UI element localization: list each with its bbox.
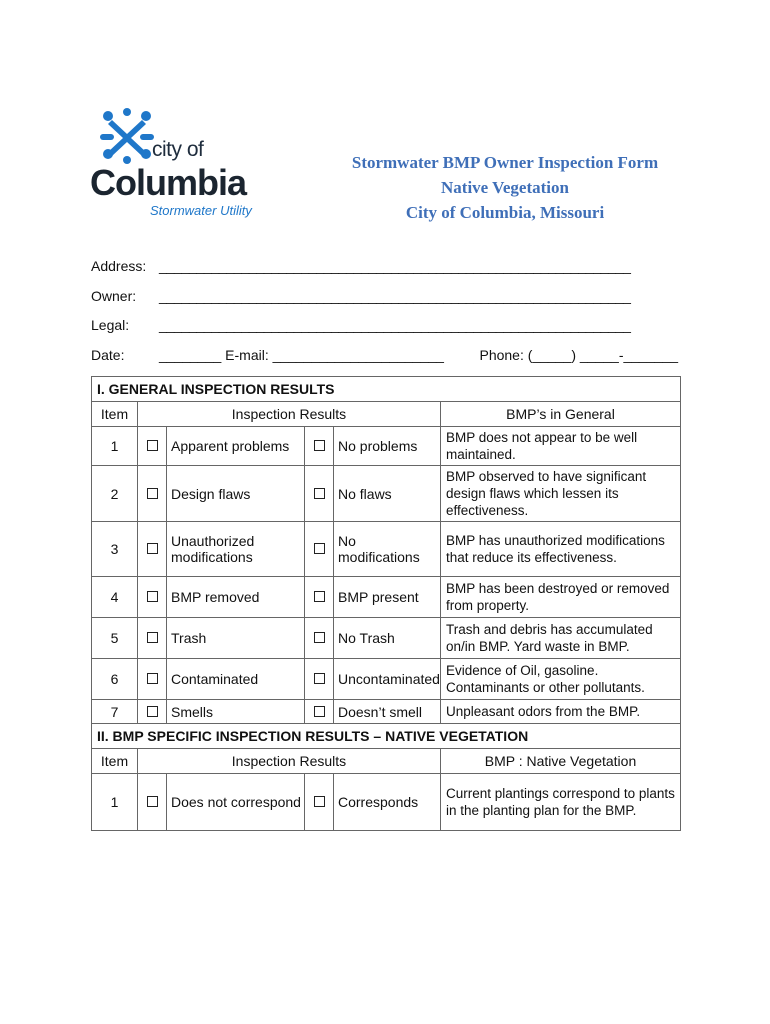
checkbox-icon [314, 673, 325, 684]
problem-checkbox[interactable] [138, 618, 167, 659]
ok-label: Doesn’t smell [334, 700, 441, 724]
ok-checkbox[interactable] [305, 774, 334, 831]
item-number: 5 [92, 618, 138, 659]
ok-label: Uncontaminated [334, 659, 441, 700]
table-row [92, 466, 681, 522]
owner-label: Owner: [91, 287, 137, 304]
item-number: 1 [92, 774, 138, 831]
legal-row [91, 317, 681, 347]
problem-label: Unauthorized modifications [167, 522, 305, 577]
table-row [92, 659, 681, 700]
problem-checkbox[interactable] [138, 774, 167, 831]
table-row [92, 577, 681, 618]
form-title [320, 150, 690, 225]
inspection-table [91, 376, 681, 831]
item-number: 7 [92, 700, 138, 724]
checkbox-icon [147, 673, 158, 684]
item-number: 4 [92, 577, 138, 618]
checkbox-icon [147, 632, 158, 643]
ok-label: No flaws [334, 466, 441, 522]
address-row [91, 258, 681, 288]
ok-label: No problems [334, 427, 441, 466]
table-row [92, 774, 681, 831]
problem-checkbox[interactable] [138, 700, 167, 724]
columbia-logo-icon [98, 108, 158, 166]
table-row [92, 618, 681, 659]
ok-label: No Trash [334, 618, 441, 659]
checkbox-icon [147, 440, 158, 451]
problem-checkbox[interactable] [138, 522, 167, 577]
table-row [92, 427, 681, 466]
checkbox-icon [147, 706, 158, 717]
title-line-2: Native Vegetation [441, 178, 569, 197]
ok-checkbox[interactable] [305, 466, 334, 522]
item-number: 3 [92, 522, 138, 577]
item-number: 1 [92, 427, 138, 466]
ok-checkbox[interactable] [305, 577, 334, 618]
section1-col-results: Inspection Results [138, 402, 441, 427]
row-description: Unpleasant odors from the BMP. [440, 700, 680, 724]
owner-fields [91, 258, 681, 376]
problem-checkbox[interactable] [138, 466, 167, 522]
problem-checkbox[interactable] [138, 427, 167, 466]
address-field[interactable]: _______________________________________________________________ [159, 258, 631, 274]
row-description: Current plantings correspond to plants in the planting plan for the BMP. [440, 774, 680, 831]
table-row [92, 700, 681, 724]
checkbox-icon [147, 488, 158, 499]
ok-checkbox[interactable] [305, 522, 334, 577]
section1-col-general: BMP’s in General [440, 402, 680, 427]
problem-label: Design flaws [167, 466, 305, 522]
phone-field[interactable]: Phone: (_____) _____-_______ [479, 346, 678, 363]
section2-col-item: Item [92, 749, 138, 774]
checkbox-icon [147, 543, 158, 554]
owner-row [91, 288, 681, 318]
problem-checkbox[interactable] [138, 659, 167, 700]
checkbox-icon [314, 440, 325, 451]
ok-checkbox[interactable] [305, 618, 334, 659]
ok-label: BMP present [334, 577, 441, 618]
logo-name: Columbia [90, 162, 247, 203]
problem-label: Smells [167, 700, 305, 724]
city-logo [90, 108, 290, 223]
checkbox-icon [147, 796, 158, 807]
legal-field[interactable]: _______________________________________________________________ [159, 317, 631, 333]
ok-label: Corresponds [334, 774, 441, 831]
checkbox-icon [314, 591, 325, 602]
item-number: 2 [92, 466, 138, 522]
date-row [91, 347, 681, 377]
row-description: BMP observed to have significant design flaws which lessen its effectiveness. [440, 466, 680, 522]
problem-label: Trash [167, 618, 305, 659]
checkbox-icon [314, 796, 325, 807]
checkbox-icon [314, 706, 325, 717]
row-description: Evidence of Oil, gasoline. Contaminants or other pollutants. [440, 659, 680, 700]
row-description: BMP does not appear to be well maintained. [440, 427, 680, 466]
section1-col-item: Item [92, 402, 138, 427]
address-label: Address: [91, 258, 147, 274]
owner-field[interactable]: _______________________________________________________________ [159, 287, 631, 304]
problem-label: Apparent problems [167, 427, 305, 466]
row-description: BMP has been destroyed or removed from property. [440, 577, 680, 618]
section2-col-results: Inspection Results [138, 749, 441, 774]
section2-col-specific: BMP : Native Vegetation [440, 749, 680, 774]
problem-label: Contaminated [167, 659, 305, 700]
checkbox-icon [314, 488, 325, 499]
title-line-3: City of Columbia, Missouri [405, 203, 605, 222]
title-line-1: Stormwater BMP Owner Inspection Form [351, 153, 659, 172]
ok-checkbox[interactable] [305, 427, 334, 466]
section1-title: I. GENERAL INSPECTION RESULTS [92, 377, 681, 402]
logo-city-of: city of [152, 138, 204, 161]
checkbox-icon [147, 591, 158, 602]
checkbox-icon [314, 632, 325, 643]
date-email-field[interactable]: ________ E-mail: ______________________ [159, 346, 444, 363]
problem-label: Does not correspond [167, 774, 305, 831]
problem-label: BMP removed [167, 577, 305, 618]
ok-label: No modifications [334, 522, 441, 577]
logo-subtitle: Stormwater Utility [150, 203, 252, 218]
table-row [92, 522, 681, 577]
item-number: 6 [92, 659, 138, 700]
row-description: Trash and debris has accumulated on/in BMP. Yard waste in BMP. [440, 618, 680, 659]
ok-checkbox[interactable] [305, 659, 334, 700]
problem-checkbox[interactable] [138, 577, 167, 618]
ok-checkbox[interactable] [305, 700, 334, 724]
checkbox-icon [314, 543, 325, 554]
row-description: BMP has unauthorized modifications that reduce its effectiveness. [440, 522, 680, 577]
date-label: Date: [91, 346, 125, 363]
legal-label: Legal: [91, 317, 130, 333]
section2-title: II. BMP SPECIFIC INSPECTION RESULTS – NATIVE VEGETATION [92, 724, 681, 749]
